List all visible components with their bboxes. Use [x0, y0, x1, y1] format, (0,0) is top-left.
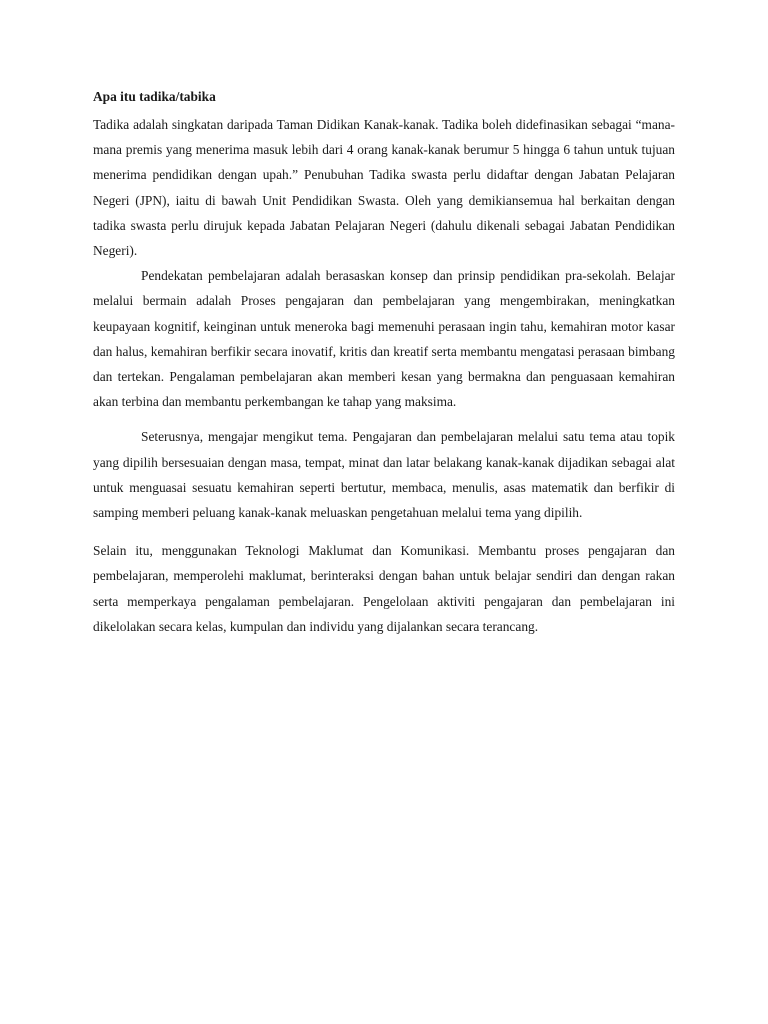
document-title: Apa itu tadika/tabika — [93, 89, 216, 104]
document-page — [93, 87, 675, 639]
paragraph-learning-approach: Pendekatan pembelajaran adalah berasaskan konsep dan prinsip pendidikan pra-sekolah. Belajar melalui bermain adalah Proses pengajaran dan pembelajaran yang mengembirakan, meningkatkan keupayaan kognitif, keinginan untuk meneroka bagi memenuhi perasaan ingin tahu, kemahiran motor kasar dan halus, kemahiran berfikir secara inovatif, kritis dan kreatif serta membantu mengatasi perasaan bimbang dan tertekan. Pengalaman pembelajaran akan memberi kesan yang bermakna dan penguasaan kemahiran akan terbina dan membantu perkembangan ke tahap yang maksima. — [93, 268, 675, 410]
paragraph-thematic-teaching: Seterusnya, mengajar mengikut tema. Pengajaran dan pembelajaran melalui satu tema atau topik yang dipilih bersesuaian dengan masa, tempat, minat dan latar belakang kanak-kanak dijadikan sebagai alat untuk menguasai sesuatu kemahiran seperti bertutur, membaca, menulis, asas matematik dan berfikir di samping memberi peluang kanak-kanak meluaskan pengetahuan melalui tema yang dipilih. — [93, 429, 675, 521]
paragraph-ict: Selain itu, menggunakan Teknologi Maklumat dan Komunikasi. Membantu proses pengajaran dan pembelajaran, memperolehi maklumat, berinteraksi dengan bahan untuk belajar sendiri dan dengan rakan serta memperkaya pengalaman pembelajaran. Pengelolaan aktiviti pengajaran dan pembelajaran ini dikelolakan secara kelas, kumpulan dan individu yang dijalankan secara terancang. — [93, 543, 675, 634]
paragraph-definition: Tadika adalah singkatan daripada Taman Didikan Kanak-kanak. Tadika boleh didefinasikan sebagai “mana-mana premis yang menerima masuk lebih dari 4 orang kanak-kanak berumur 5 hingga 6 tahun untuk tujuan menerima pendidikan dengan upah.” Penubuhan Tadika swasta perlu didaftar dengan Jabatan Pelajaran Negeri (JPN), iaitu di bawah Unit Pendidikan Swasta. Oleh yang demikiansemua hal berkaitan dengan tadika swasta perlu dirujuk kepada Jabatan Pelajaran Negeri (dahulu dikenali sebagai Jabatan Pendidikan Negeri). — [93, 117, 675, 259]
